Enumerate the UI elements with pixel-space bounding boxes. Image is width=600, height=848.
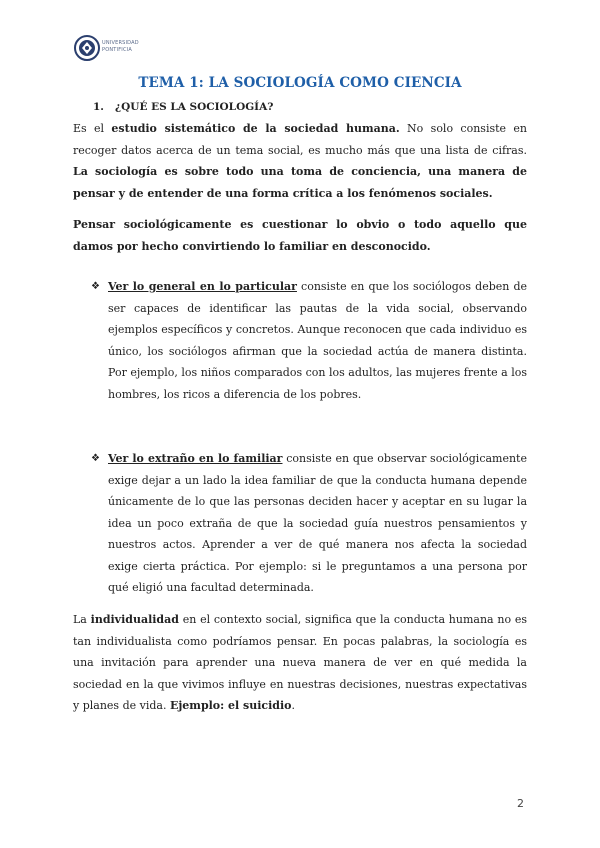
section-heading: [93, 101, 273, 113]
paragraph-individuality: [73, 609, 527, 717]
bold-run: Ejemplo: el suicidio: [169, 699, 292, 712]
section-number: 1.: [93, 101, 104, 113]
text-run: consiste en que observar sociológicamente exige dejar a un lado la idea familiar de que la conducta humana depende únicamente de lo que las personas deciden hacer y aceptar en su lugar la idea un poco extraña de que la sociedad guía nuestros pensamientos y nuestros actos. Aprender a ver de qué manera nos afecta la sociedad exige cierta práctica. Por ejemplo: si le preguntamos a una persona por qué eligió una facultad determinada.: [108, 452, 527, 594]
text-run: consiste en que los sociólogos deben de ser capaces de identificar las pautas de la vida social, observando ejemplos específicos y concretos. Aunque reconocen que cada individuo es único, los sociólogos afirman que la sociedad actúa de manera distinta. Por ejemplo, los niños comparados con los adultos, las mujeres frente a los hombres, los ricos a diferencia de los pobres.: [108, 280, 528, 401]
seal-icon: [73, 34, 101, 62]
text-run: No solo consiste en recoger datos acerca de un tema social, es mucho más que una lista de cifras.: [73, 122, 527, 157]
page-number: 2: [517, 797, 524, 810]
document-title: TEMA 1: LA SOCIOLOGÍA COMO CIENCIA: [138, 75, 462, 91]
text-run: La: [73, 613, 91, 626]
diamond-bullet-icon: ❖: [91, 281, 100, 292]
section-title: ¿QUÉ ES LA SOCIOLOGÍA?: [115, 101, 274, 113]
bullet-item-strange: [91, 448, 527, 599]
bullet-title: Ver lo general en lo particular: [108, 280, 297, 293]
bullet-title: Ver lo extraño en lo familiar: [108, 452, 283, 465]
bullet-text: [108, 448, 527, 599]
text-run: Es el: [73, 122, 112, 135]
logo-text: UNIVERSIDAD PONTIFICIA: [102, 40, 139, 53]
paragraph-intro: [73, 118, 527, 204]
diamond-bullet-icon: ❖: [91, 453, 100, 464]
bold-run: estudio sistemático de la sociedad humana.: [111, 122, 400, 135]
paragraph-thinking: Pensar sociológicamente es cuestionar lo obvio o todo aquello que damos por hecho convirtiendo lo familiar en desconocido.: [73, 218, 527, 253]
bold-run: La sociología es sobre todo una toma de conciencia, una manera de pensar y de entender de una forma crítica a los fenómenos sociales.: [73, 165, 527, 200]
bullet-text: [108, 276, 527, 405]
text-run: en el contexto social, significa que la conducta humana no es tan individualista como podríamos pensar. En pocas palabras, la sociología es una invitación para aprender una nueva manera de ver en qué medida la sociedad en la que vivimos influye en nuestras decisiones, nuestras expectativas y planes de vida.: [73, 613, 527, 712]
bullet-item-general: [91, 276, 527, 405]
bold-run: individualidad: [90, 613, 179, 626]
text-run: .: [291, 699, 295, 712]
